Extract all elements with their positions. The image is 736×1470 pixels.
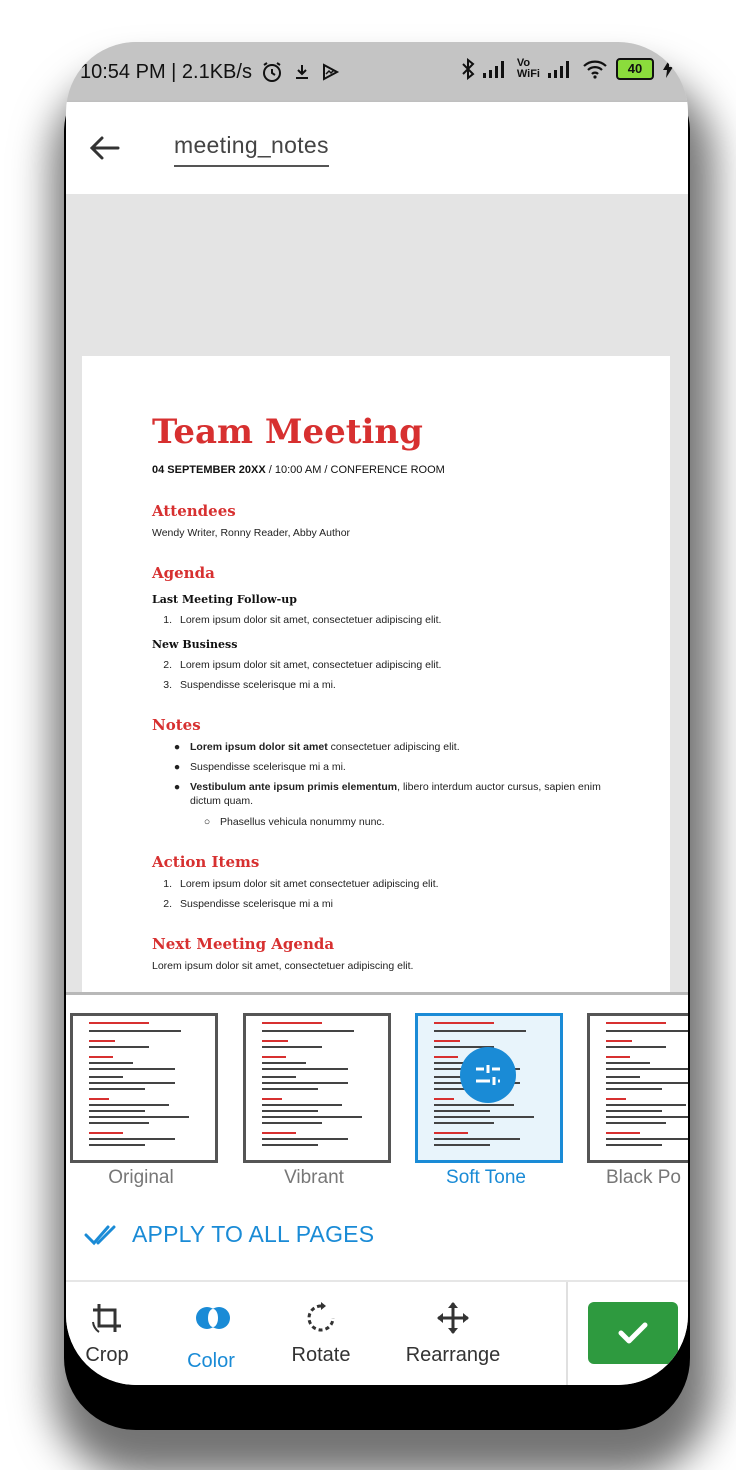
phone-screen (66, 42, 688, 1385)
list-text: Lorem ipsum dolor sit amet, consectetuer adipiscing elit. (180, 659, 442, 671)
bullet: ● (173, 741, 181, 753)
list-number: 2. (163, 659, 172, 671)
crop-icon (89, 1300, 125, 1336)
note-3-line2: dictum quam. (190, 795, 254, 807)
note-3-rest: , libero interdum auctor cursus, sapien enim (397, 781, 601, 793)
note-2 (168, 761, 346, 773)
list-text: Suspendisse scelerisque mi a mi (180, 898, 333, 910)
filter-label-black-po[interactable]: Black Po (606, 1167, 681, 1188)
play-store-icon (320, 62, 340, 82)
list-number: 1. (163, 878, 172, 890)
note-1-bold: Lorem ipsum dolor sit amet (190, 741, 328, 753)
agenda-sub2: New Business (152, 638, 238, 651)
back-arrow-icon[interactable] (84, 128, 124, 168)
download-icon (292, 62, 312, 82)
note-3 (168, 781, 601, 793)
list-number: 2. (163, 898, 172, 910)
doc-date-bold: 04 SEPTEMBER 20XX (152, 464, 266, 476)
crop-label: Crop (85, 1344, 129, 1366)
filter-strip[interactable] (66, 995, 688, 1280)
list-number: 1. (163, 614, 172, 626)
signal-icon-2 (548, 60, 574, 78)
agenda-heading: Agenda (152, 564, 215, 582)
list-text: Lorem ipsum dolor sit amet consectetuer adipiscing elit. (180, 878, 439, 890)
charging-icon (662, 59, 674, 79)
adjust-settings-button[interactable] (460, 1047, 516, 1103)
list-number: 3. (163, 679, 172, 691)
battery-indicator: 40 (616, 58, 654, 80)
doc-date-rest: / 10:00 AM / CONFERENCE ROOM (265, 464, 445, 476)
list-text: Lorem ipsum dolor sit amet, consectetuer adipiscing elit. (180, 614, 442, 626)
agenda-item-3 (154, 679, 336, 691)
wifi-icon (582, 59, 608, 79)
next-agenda-heading: Next Meeting Agenda (152, 935, 335, 953)
note-3-sub (198, 816, 385, 828)
agenda-item-1 (154, 614, 441, 626)
filter-label-soft-tone[interactable]: Soft Tone (446, 1167, 526, 1188)
bottom-toolbar (66, 1280, 688, 1385)
action-item-2 (154, 898, 333, 910)
next-agenda-text: Lorem ipsum dolor sit amet, consectetuer adipiscing elit. (152, 960, 414, 972)
list-text: Suspendisse scelerisque mi a mi. (180, 679, 336, 691)
signal-icon (483, 60, 509, 78)
sliders-icon (460, 1047, 516, 1103)
vowifi-bottom: WiFi (516, 68, 540, 80)
attendees-heading: Attendees (152, 502, 236, 520)
filter-label-vibrant[interactable]: Vibrant (284, 1167, 344, 1188)
rotate-label: Rotate (291, 1344, 351, 1366)
document-title-field[interactable]: meeting_notes (174, 132, 329, 167)
bluetooth-icon (461, 58, 475, 80)
action-items-heading: Action Items (152, 853, 260, 871)
filter-thumb-original[interactable] (70, 1013, 218, 1163)
alarm-icon (260, 60, 284, 84)
action-item-1 (154, 878, 439, 890)
move-arrows-icon (435, 1300, 471, 1336)
color-icon (193, 1300, 233, 1336)
status-right (461, 58, 674, 80)
note-1-rest: consectetuer adipiscing elit. (327, 741, 460, 753)
checkmark-icon (588, 1302, 678, 1364)
status-bar (66, 42, 688, 102)
double-check-icon (84, 1223, 120, 1247)
agenda-item-2 (154, 659, 441, 671)
sub-bullet: ○ (203, 816, 211, 828)
note-1 (168, 741, 460, 753)
notes-heading: Notes (152, 716, 201, 734)
filter-label-original[interactable]: Original (108, 1167, 174, 1188)
doc-date (152, 464, 445, 476)
bullet: ● (173, 781, 181, 793)
note-3-sub-text: Phasellus vehicula nonummy nunc. (220, 816, 385, 828)
color-label: Color (187, 1350, 235, 1372)
toolbar-divider (566, 1282, 568, 1385)
apply-to-all-pages-button[interactable]: APPLY TO ALL PAGES (132, 1221, 375, 1247)
rearrange-label: Rearrange (405, 1344, 501, 1366)
document-page (82, 356, 670, 996)
status-time-speed: 10:54 PM | 2.1KB/s (80, 60, 252, 83)
filter-thumb-vibrant[interactable] (243, 1013, 391, 1163)
note-3-bold: Vestibulum ante ipsum primis elementum (190, 781, 398, 793)
app-bar (66, 102, 688, 194)
bullet: ● (173, 761, 181, 773)
agenda-sub1: Last Meeting Follow-up (152, 593, 297, 606)
rotate-icon (303, 1300, 339, 1336)
confirm-button[interactable] (588, 1302, 678, 1364)
document-viewer[interactable] (66, 194, 688, 994)
vowifi-indicator (517, 58, 540, 80)
attendees-text: Wendy Writer, Ronny Reader, Abby Author (152, 527, 351, 539)
vowifi-top: Vo (516, 57, 531, 69)
filter-thumb-black-po[interactable] (587, 1013, 688, 1163)
status-left (80, 60, 340, 84)
note-2-text: Suspendisse scelerisque mi a mi. (190, 761, 346, 773)
doc-title: Team Meeting (152, 412, 423, 452)
